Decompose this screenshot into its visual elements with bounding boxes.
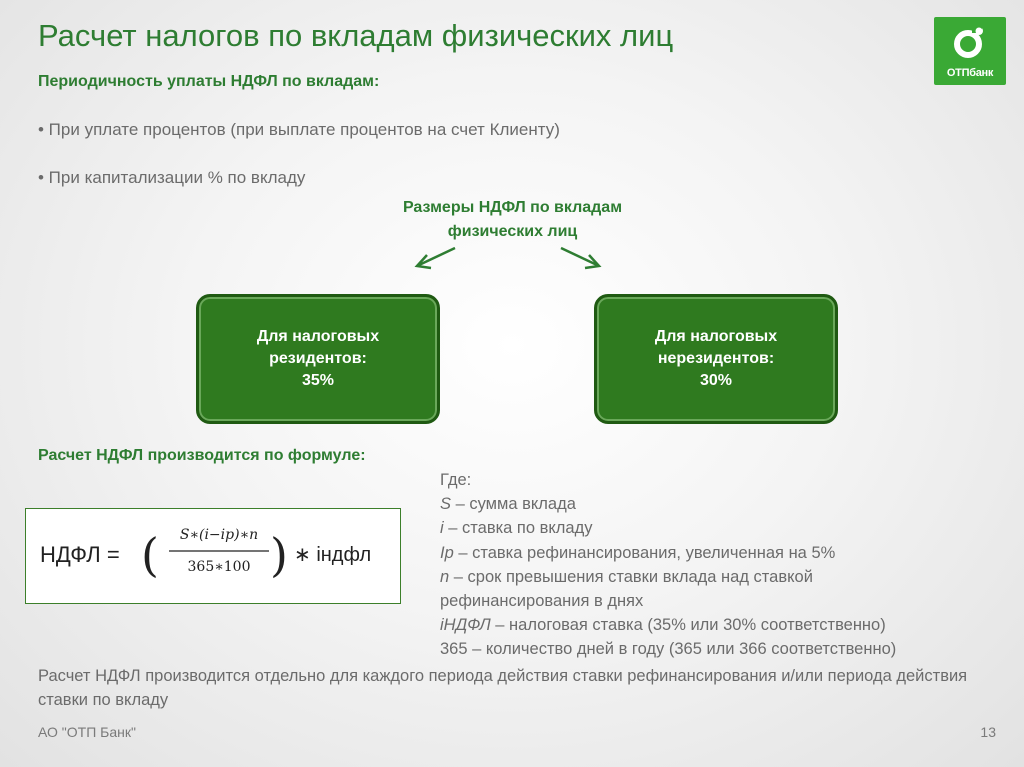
legend-item xyxy=(440,541,896,565)
bullet-interest-payment: • При уплате процентов (при выплате процентов на счет Клиенту) xyxy=(38,120,560,139)
footer-company: АО "ОТП Банк" xyxy=(38,724,136,740)
legend-continuation: рефинансирования в днях xyxy=(440,592,644,611)
tax-sizes-title-line2: физических лиц xyxy=(447,223,578,240)
logo-text: ОТПбанк xyxy=(946,67,994,79)
formula-heading: Расчет НДФЛ производится по формуле: xyxy=(38,447,366,464)
nonresidents-line1: Для налоговых xyxy=(654,328,778,345)
ndfl-formula xyxy=(26,509,400,603)
otp-bank-logo xyxy=(934,17,1006,85)
tax-sizes-title xyxy=(380,196,645,244)
legend-symbol: Ip xyxy=(440,543,454,562)
formula-denominator: 365∗100 xyxy=(187,559,251,575)
legend-item xyxy=(440,516,896,540)
residents-line1: Для налоговых xyxy=(256,328,380,345)
page-number: 13 xyxy=(980,724,996,740)
legend-days: 365 – количество дней в году (365 или 366 соответственно) xyxy=(440,640,897,659)
residents-rate-box xyxy=(196,294,440,424)
legend-text: – ставка по вкладу xyxy=(443,519,593,538)
formula-right-paren: ) xyxy=(270,528,288,582)
formula-left-paren: ( xyxy=(141,528,159,582)
formula-box xyxy=(25,508,401,604)
legend-symbol: S xyxy=(440,495,452,514)
nonresidents-rate-box xyxy=(594,294,838,424)
legend-text: – ставка рефинансирования, увеличенная на 5% xyxy=(453,543,836,562)
bullet-capitalization: • При капитализации % по вкладу xyxy=(38,168,306,187)
formula-tail: ∗ iндфл xyxy=(294,544,372,566)
formula-lhs: НДФЛ = xyxy=(40,542,120,567)
legend-text: – срок превышения ставки вклада над ставкой xyxy=(449,567,813,586)
legend-symbol: n xyxy=(440,567,450,586)
legend-item xyxy=(440,613,896,637)
calculation-note: Расчет НДФЛ производится отдельно для каждого периода действия ставки рефинансирования и/или периода действия ставки по вкладу xyxy=(38,667,968,709)
legend-text: – сумма вклада xyxy=(451,495,576,514)
legend-symbol: iНДФЛ xyxy=(440,616,491,635)
nonresidents-rate: 30% xyxy=(699,372,733,389)
legend-symbol: i xyxy=(440,519,444,538)
tax-sizes-title-line1: Размеры НДФЛ по вкладам xyxy=(402,199,623,216)
legend-item xyxy=(440,492,896,516)
periodicity-heading: Периодичность уплаты НДФЛ по вкладам: xyxy=(38,73,380,90)
residents-rate: 35% xyxy=(301,372,335,389)
legend-item xyxy=(440,565,896,589)
page-title: Расчет налогов по вкладам физических лиц xyxy=(38,18,674,53)
residents-line2: резидентов: xyxy=(269,350,367,367)
where-label: Где: xyxy=(440,471,472,489)
arrow-right-icon xyxy=(555,242,615,272)
formula-legend xyxy=(440,468,896,662)
formula-numerator: S∗(i−ip)∗n xyxy=(179,527,259,543)
legend-text: – налоговая ставка (35% или 30% соответственно) xyxy=(490,616,886,635)
arrow-left-icon xyxy=(405,242,465,272)
otp-logo-icon xyxy=(934,17,1006,67)
nonresidents-line2: нерезидентов: xyxy=(657,350,775,367)
